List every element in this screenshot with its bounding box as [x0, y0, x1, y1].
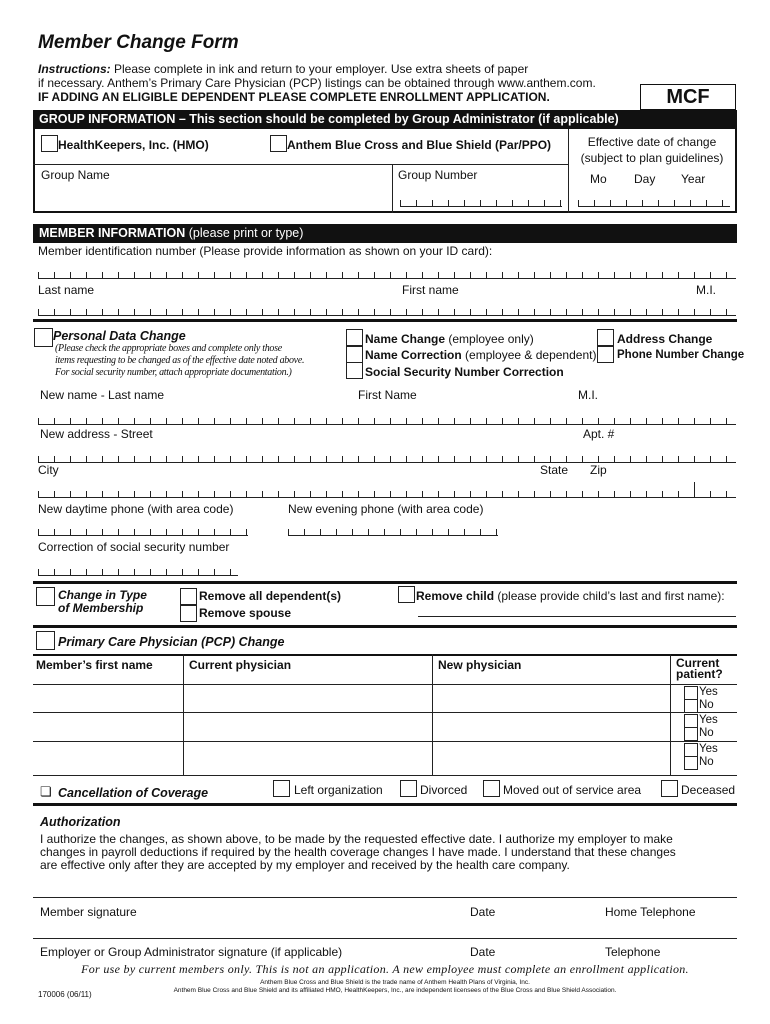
remove-all-dependents-label: Remove all dependent(s)	[199, 589, 342, 603]
effective-date-input[interactable]	[578, 200, 730, 207]
moved-checkbox[interactable]	[483, 780, 500, 797]
home-telephone-label: Home Telephone	[605, 905, 696, 919]
group-info-header: GROUP INFORMATION – This section should be completed by Group Administrator (if applicable)	[33, 110, 737, 129]
member-header-rest: (please print or type)	[185, 226, 304, 240]
row2-yes-checkbox[interactable]	[684, 714, 698, 728]
pcp-table	[33, 654, 737, 776]
eve-phone-input[interactable]	[288, 529, 498, 536]
mi-label: M.I.	[696, 283, 716, 297]
deceased-label: Deceased	[681, 783, 736, 797]
hmo-label: HealthKeepers, Inc. (HMO)	[58, 138, 209, 152]
state-label: State	[540, 463, 569, 477]
remove-child-bold: Remove child	[416, 589, 495, 603]
employer-signature-line[interactable]	[33, 938, 737, 939]
new-first-name-label: First Name	[358, 388, 417, 402]
address-change-label: Address Change	[617, 332, 713, 346]
member-name-input[interactable]	[38, 309, 736, 316]
year-label: Year	[681, 172, 706, 186]
remove-child-label	[416, 589, 725, 603]
col-current-patient	[676, 658, 723, 680]
row3-yes-checkbox[interactable]	[684, 743, 698, 757]
employer-signature-label: Employer or Group Administrator signature (if applicable)	[40, 945, 343, 959]
footer-note: For use by current members only. This is not an application. A new employee must complete an enrollment application.	[81, 962, 689, 976]
row1-no-checkbox[interactable]	[684, 699, 698, 713]
city-input[interactable]	[38, 491, 736, 498]
instructions	[38, 62, 658, 104]
form-code-box: MCF	[640, 84, 736, 110]
membership-title1: Change in Type	[58, 588, 147, 602]
remove-all-dependents-checkbox[interactable]	[180, 588, 197, 605]
legal2: Anthem Blue Cross and Blue Shield and its affiliated HMO, HealthKeepers, Inc., are independent licensees of the Blue Cross and Blue Shield Association.	[173, 987, 617, 994]
left-org-checkbox[interactable]	[273, 780, 290, 797]
name-change-rest: (employee only)	[445, 332, 534, 346]
ppo-checkbox[interactable]	[270, 135, 287, 152]
telephone-label: Telephone	[605, 945, 661, 959]
cancellation-title: Cancellation of Coverage	[58, 786, 209, 800]
month-label: Mo	[590, 172, 607, 186]
row3-no-label: No	[699, 756, 714, 768]
member-date-label: Date	[470, 905, 496, 919]
name-change-bold: Name Change	[365, 332, 446, 346]
group-number-input[interactable]	[400, 200, 562, 207]
last-name-label: Last name	[38, 283, 95, 297]
auth-line3: are effective only after they are accepted by my employer and received by the health care company.	[40, 858, 570, 872]
hmo-checkbox[interactable]	[41, 135, 58, 152]
name-correction-bold: Name Correction	[365, 348, 462, 362]
member-info-header	[33, 224, 737, 243]
membership-change-checkbox[interactable]	[36, 587, 55, 606]
member-signature-label: Member signature	[40, 905, 137, 919]
footer-legal	[130, 979, 660, 995]
pcp-change-title: Primary Care Physician (PCP) Change	[58, 635, 285, 649]
member-signature-line[interactable]	[33, 897, 737, 898]
street-label: New address - Street	[40, 427, 153, 441]
row1-yes-label: Yes	[699, 686, 718, 698]
day-label: Day	[634, 172, 656, 186]
page-title: Member Change Form	[38, 32, 239, 53]
phone-change-checkbox[interactable]	[597, 346, 614, 363]
eff-line1: Effective date of change	[587, 135, 717, 149]
ppo-label: Anthem Blue Cross and Blue Shield (Par/PPO)	[287, 138, 552, 152]
row2-no-label: No	[699, 727, 714, 739]
new-mi-label: M.I.	[578, 388, 598, 402]
divorced-checkbox[interactable]	[400, 780, 417, 797]
col-patient2: patient?	[676, 667, 723, 681]
remove-spouse-label: Remove spouse	[199, 606, 292, 620]
new-last-name-label: New name - Last name	[40, 388, 165, 402]
col-patient1: Current	[676, 656, 720, 670]
member-id-label: Member identification number (Please provide information as shown on your ID card):	[38, 244, 493, 258]
row3-yes-label: Yes	[699, 743, 718, 755]
eff-line2: (subject to plan guidelines)	[580, 151, 724, 165]
row3-no-checkbox[interactable]	[684, 756, 698, 770]
ssn-correction-label: Social Security Number Correction	[365, 365, 564, 379]
instructions-line1: Please complete in ink and return to your employer. Use extra sheets of paper	[114, 62, 529, 76]
address-change-checkbox[interactable]	[597, 329, 614, 346]
group-name-label: Group Name	[41, 168, 110, 182]
pcp-change-checkbox[interactable]	[36, 631, 55, 650]
moved-label: Moved out of service area	[503, 783, 642, 797]
remove-spouse-checkbox[interactable]	[180, 605, 197, 622]
instructions-line3: IF ADDING AN ELIGIBLE DEPENDENT PLEASE COMPLETE ENROLLMENT APPLICATION.	[38, 90, 550, 104]
col-member-first-name: Member’s first name	[36, 658, 153, 672]
remove-child-checkbox[interactable]	[398, 586, 415, 603]
cancellation-checkbox-glyph[interactable]: ❏	[40, 784, 52, 799]
effective-date-label	[568, 134, 736, 166]
group-number-label: Group Number	[398, 168, 478, 182]
row1-yes-checkbox[interactable]	[684, 686, 698, 700]
row1-no-label: No	[699, 699, 714, 711]
form-number: 170006 (06/11)	[38, 990, 92, 999]
membership-title2: of Membership	[58, 601, 144, 615]
authorization-text	[40, 833, 740, 872]
auth-line1: I authorize the changes, as shown above, to be made by the requested effective date. I authorize my employer to make	[40, 832, 673, 846]
day-phone-input[interactable]	[38, 529, 248, 536]
ssn-label: Correction of social security number	[38, 540, 230, 554]
remove-child-rest: (please provide child’s last and first name):	[494, 589, 725, 603]
member-header-bold: MEMBER INFORMATION	[39, 226, 186, 240]
note1: (Please check the appropriate boxes and complete only those	[55, 343, 282, 354]
personal-data-note	[55, 343, 304, 379]
auth-line2: changes in payroll deductions if required by the health coverage changes I have made. I understand that these changes	[40, 845, 676, 859]
legal1: Anthem Blue Cross and Blue Shield is the trade name of Anthem Health Plans of Virginia, Inc.	[260, 979, 530, 986]
note3: For social security number, attach appropriate documentation.)	[55, 367, 292, 378]
name-correction-rest: (employee & dependent)	[461, 348, 597, 362]
left-org-label: Left organization	[294, 783, 383, 797]
col-new-physician: New physician	[438, 658, 522, 672]
note2: items requesting to be changed as of the effective date noted above.	[55, 355, 305, 366]
name-change-label	[365, 332, 534, 346]
col-current-physician: Current physician	[189, 658, 292, 672]
employer-date-label: Date	[470, 945, 496, 959]
authorization-title: Authorization	[40, 815, 121, 829]
day-phone-label: New daytime phone (with area code)	[38, 502, 234, 516]
first-name-label: First name	[402, 283, 459, 297]
remove-child-line[interactable]	[418, 616, 736, 617]
phone-change-label: Phone Number Change	[617, 349, 745, 361]
divorced-label: Divorced	[420, 783, 468, 797]
ssn-input[interactable]	[38, 569, 238, 576]
zip-label: Zip	[590, 463, 607, 477]
city-label: City	[38, 463, 59, 477]
personal-data-checkbox[interactable]	[34, 328, 53, 347]
ssn-correction-checkbox[interactable]	[346, 362, 363, 379]
row2-no-checkbox[interactable]	[684, 727, 698, 741]
instructions-label: Instructions:	[38, 62, 111, 76]
member-id-input[interactable]	[38, 272, 736, 279]
eve-phone-label: New evening phone (with area code)	[288, 502, 484, 516]
apt-label: Apt. #	[583, 427, 615, 441]
personal-data-title: Personal Data Change	[53, 329, 186, 343]
new-name-input[interactable]	[38, 418, 736, 425]
row2-yes-label: Yes	[699, 714, 718, 726]
name-correction-checkbox[interactable]	[346, 346, 363, 363]
deceased-checkbox[interactable]	[661, 780, 678, 797]
street-input[interactable]	[38, 456, 736, 463]
instructions-line2: if necessary. Anthem’s Primary Care Physician (PCP) listings can be obtained through www.anthem.com.	[38, 76, 596, 90]
name-correction-label	[365, 348, 596, 362]
membership-change-title	[58, 589, 147, 615]
name-change-checkbox[interactable]	[346, 329, 363, 346]
